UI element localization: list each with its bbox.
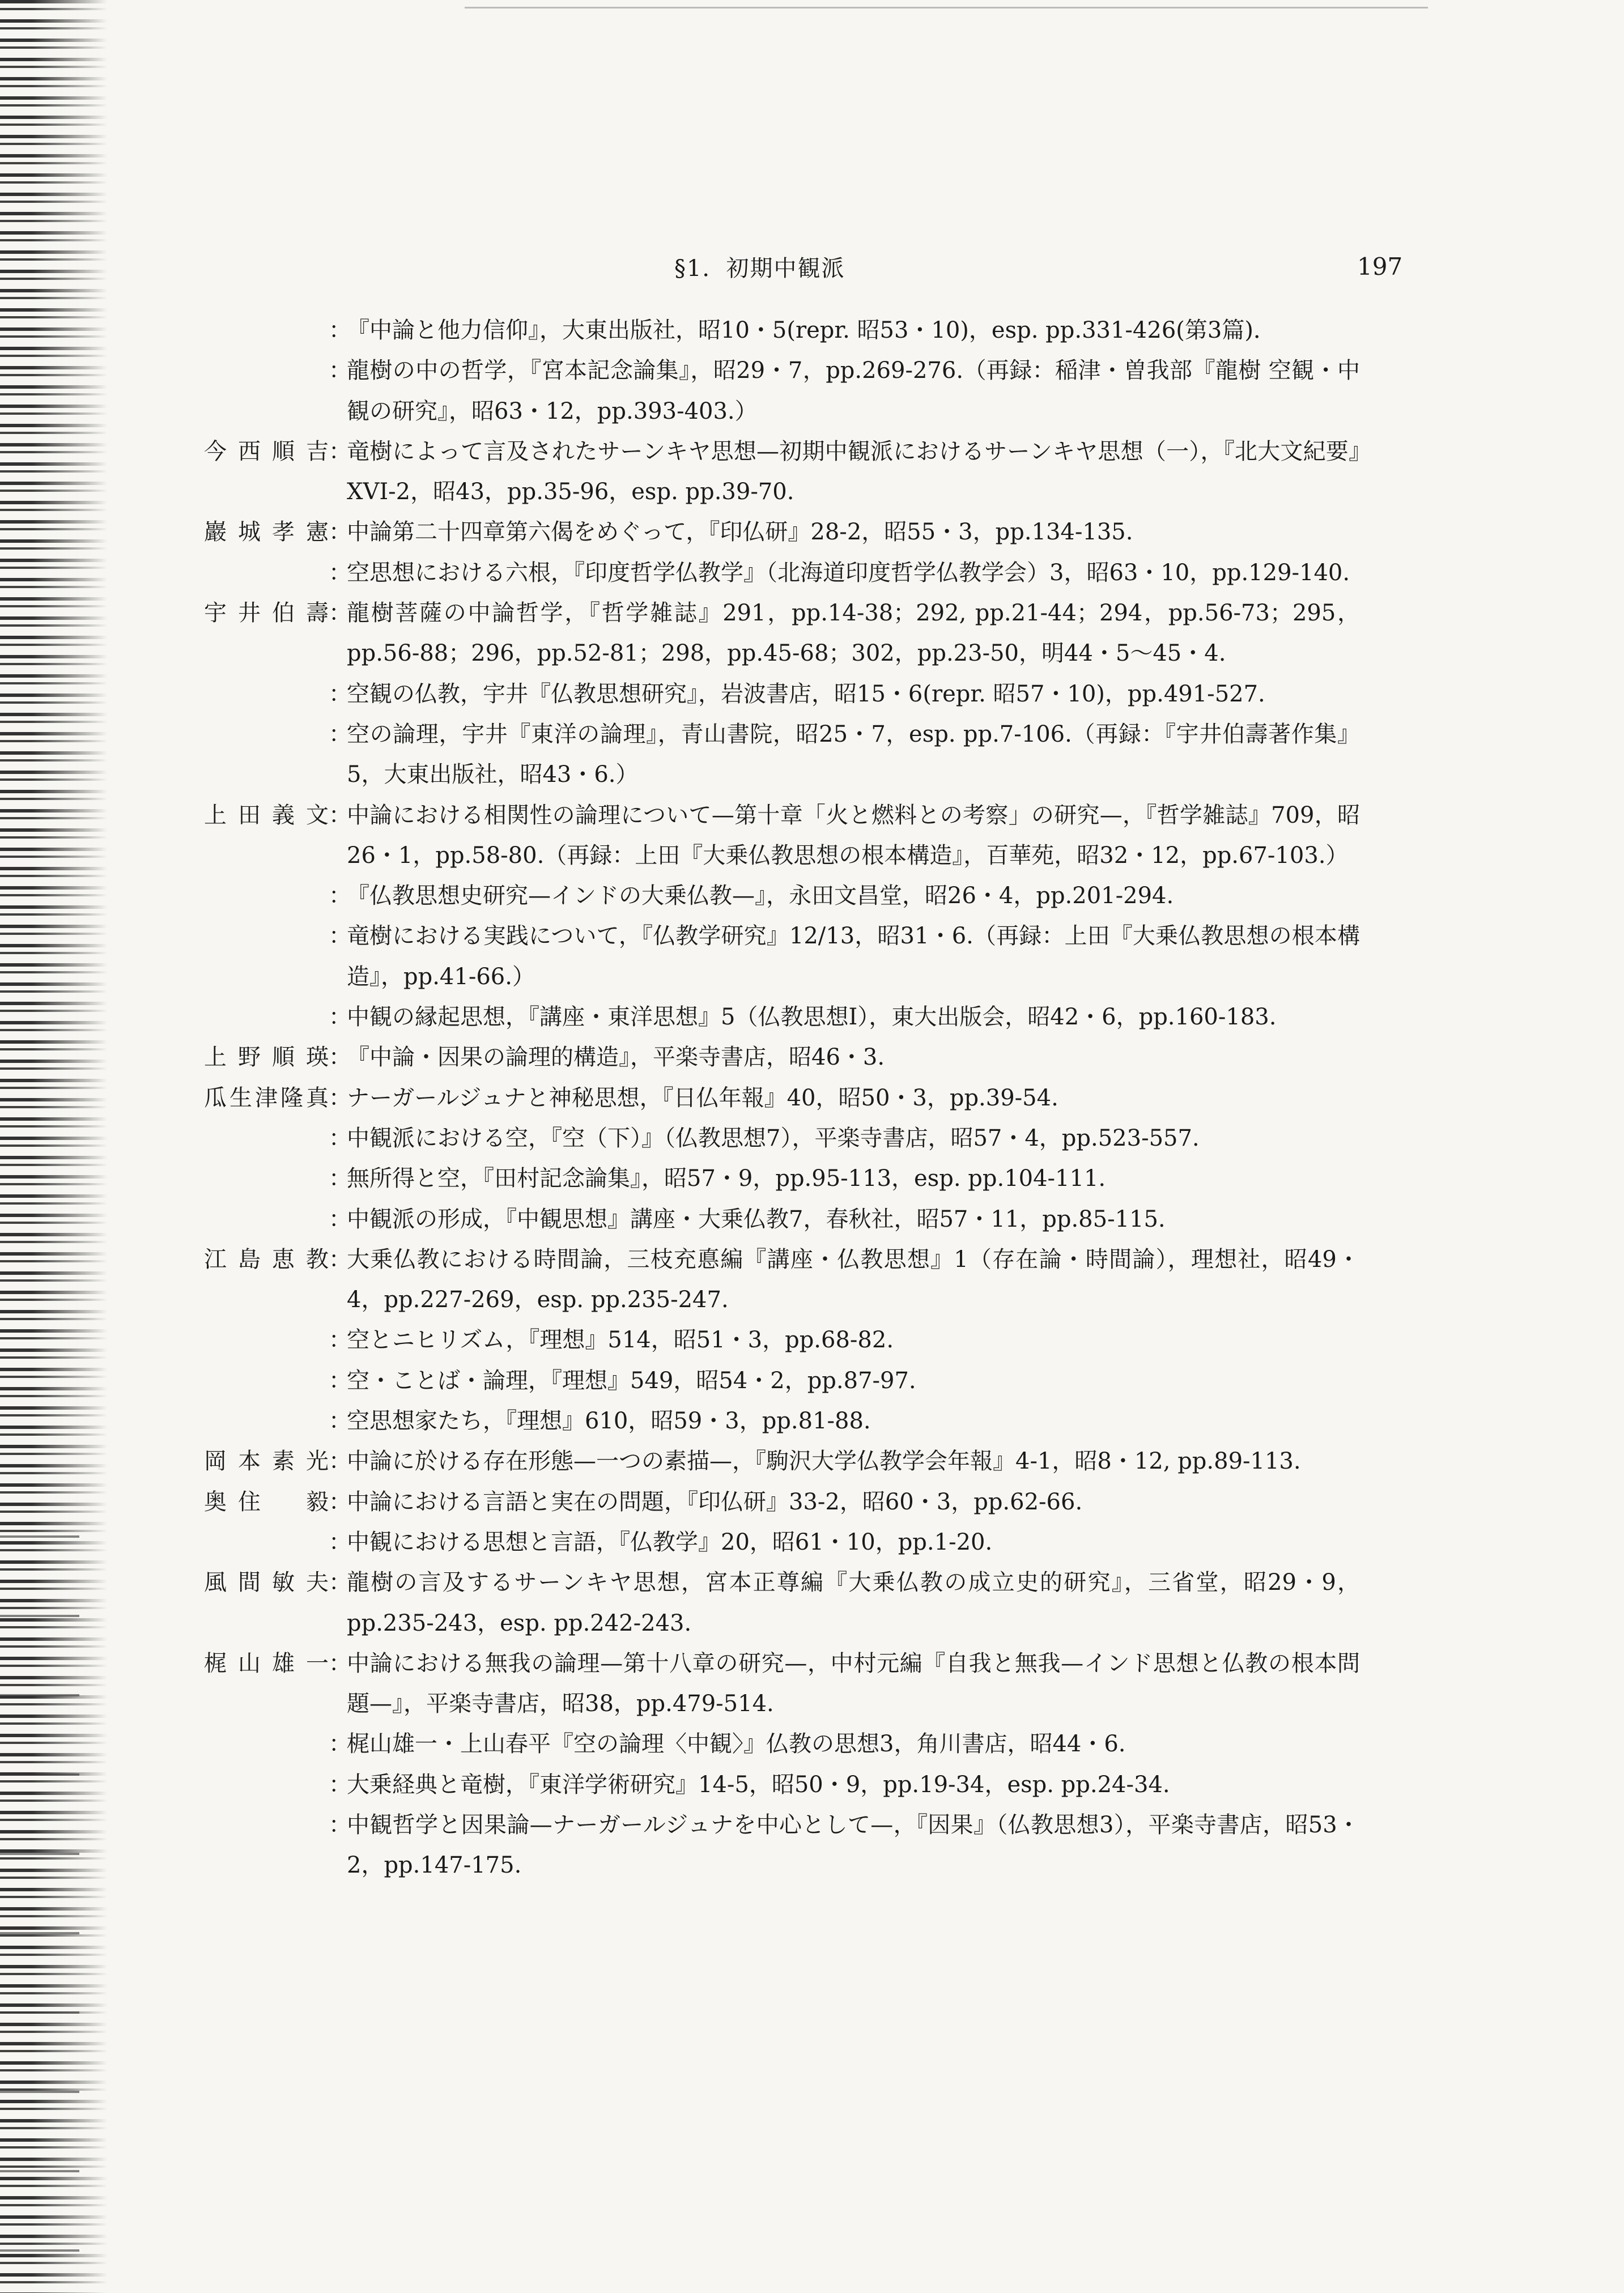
bibliography-entry bbox=[204, 1320, 1360, 1360]
entry-separator: ： bbox=[329, 721, 351, 747]
entry-separator: ： bbox=[329, 1569, 351, 1596]
entry-text: 中観派における空，『空（下）』（仏教思想7），平楽寺書店，昭57・4，pp.523-557. bbox=[347, 1125, 1200, 1151]
entry-text: 中観における思想と言語，『仏教学』20，昭61・10，pp.1-20. bbox=[347, 1529, 993, 1555]
entry-text: 中論第二十四章第六偈をめぐって，『印仏研』28-2，昭55・3，pp.134-135. bbox=[347, 519, 1133, 546]
bibliography-entry bbox=[204, 553, 1360, 593]
entry-text: 竜樹における実践について，『仏教学研究』12/13，昭31・6.（再録：上田『大乗仏教思想の根本構造』，pp.41-66.） bbox=[347, 923, 1360, 990]
entry-text: 中論における無我の論理—第十八章の研究—，中村元編『自我と無我—インド思想と仏教の根本問題—』，平楽寺書店，昭38，pp.479-514. bbox=[347, 1650, 1360, 1717]
bibliography-entry bbox=[204, 1037, 1360, 1078]
entry-separator: ： bbox=[329, 317, 351, 343]
bibliography-entry bbox=[204, 997, 1360, 1037]
entry-text: 大乗経典と竜樹，『東洋学術研究』14-5，昭50・9，pp.19-34，esp. pp.24-34. bbox=[347, 1771, 1170, 1798]
entry-text: 龍樹の言及するサーンキヤ思想，宮本正尊編『大乗仏教の成立史的研究』，三省堂，昭29・9，pp.235-243，esp. pp.242-243. bbox=[347, 1569, 1360, 1636]
bibliography-entry bbox=[204, 1159, 1360, 1199]
bibliography-entry bbox=[204, 1482, 1360, 1522]
entry-text: 無所得と空，『田村記念論集』，昭57・9，pp.95-113，esp. pp.104-111. bbox=[347, 1165, 1106, 1192]
entry-separator: ： bbox=[329, 883, 351, 909]
bibliography-entry bbox=[204, 593, 1360, 674]
entry-separator: ： bbox=[329, 519, 351, 546]
entry-separator: ： bbox=[329, 358, 351, 384]
entry-separator: ： bbox=[329, 438, 351, 465]
running-head: §1．初期中観派 bbox=[674, 256, 845, 282]
entry-separator: ： bbox=[329, 1771, 351, 1798]
entry-author: 江島恵教 bbox=[204, 1246, 329, 1273]
entry-separator: ： bbox=[329, 1165, 351, 1192]
entry-author: 宇井伯壽 bbox=[204, 600, 329, 627]
entry-text: 中論に於ける存在形態—一つの素描—，『駒沢大学仏教学会年報』4-1，昭8・12, pp.89-113. bbox=[347, 1448, 1301, 1475]
entry-text: 空の論理，宇井『東洋の論理』，青山書院，昭25・7，esp. pp.7-106.（再録：『宇井伯壽著作集』5，大東出版社，昭43・6.） bbox=[347, 721, 1360, 788]
entry-text: 龍樹の中の哲学，『宮本記念論集』，昭29・7，pp.269-276.（再録：稲津・曽我部『龍樹 空観・中観の研究』，昭63・12，pp.393-403.） bbox=[347, 358, 1360, 424]
bibliography-entry bbox=[204, 351, 1360, 432]
entry-author: 瓜生津隆真 bbox=[204, 1084, 329, 1111]
bibliography-entry bbox=[204, 795, 1360, 877]
bibliography-entry bbox=[204, 876, 1360, 916]
entry-text: 大乗仏教における時間論，三枝充悳編『講座・仏教思想』1（存在論・時間論），理想社，昭49・4，pp.227-269，esp. pp.235-247. bbox=[347, 1246, 1360, 1313]
bibliography-entry bbox=[204, 1240, 1360, 1321]
bibliography-entry bbox=[204, 1563, 1360, 1644]
entry-text: 空観の仏教，宇井『仏教思想研究』，岩波書店，昭15・6(repr. 昭57・10)，pp.491-527. bbox=[347, 680, 1265, 707]
bibliography-entry bbox=[204, 1644, 1360, 1725]
entry-separator: ： bbox=[329, 1327, 351, 1354]
bibliography-entry bbox=[204, 1805, 1360, 1886]
entry-separator: ： bbox=[329, 1084, 351, 1111]
entry-author: 岡本素光 bbox=[204, 1448, 329, 1475]
bibliography-entry bbox=[204, 714, 1360, 795]
entry-text: 空・ことば・論理，『理想』549，昭54・2，pp.87-97. bbox=[347, 1367, 916, 1394]
entry-author: 上田義文 bbox=[204, 802, 329, 828]
entry-text: 空思想における六根，『印度哲学仏教学』（北海道印度哲学仏教学会）3，昭63・10，pp.129-140. bbox=[347, 559, 1350, 586]
entry-text: 『仏教思想史研究—インドの大乗仏教—』，永田文昌堂，昭26・4，pp.201-294. bbox=[347, 883, 1174, 909]
entry-separator: ： bbox=[329, 1408, 351, 1435]
entry-separator: ： bbox=[329, 802, 351, 828]
entry-text: 中観哲学と因果論—ナーガールジュナを中心として—，『因果』（仏教思想3），平楽寺書店，昭53・2，pp.147-175. bbox=[347, 1811, 1360, 1879]
entry-text: 梶山雄一・上山春平『空の論理〈中観〉』仏教の思想3，角川書店，昭44・6. bbox=[347, 1731, 1126, 1758]
scan-top-rule bbox=[465, 7, 1428, 8]
entry-separator: ： bbox=[329, 1650, 351, 1677]
entry-text: 中論における言語と実在の問題，『印仏研』33-2，昭60・3，pp.62-66. bbox=[347, 1488, 1083, 1515]
entry-author: 奥住 毅 bbox=[204, 1488, 329, 1515]
entry-author: 上野順瑛 bbox=[204, 1044, 329, 1071]
entry-separator: ： bbox=[329, 923, 351, 950]
entry-text: 空とニヒリズム，『理想』514，昭51・3，pp.68-82. bbox=[347, 1327, 894, 1354]
entry-text: ナーガールジュナと神秘思想，『日仏年報』40，昭50・3，pp.39-54. bbox=[347, 1084, 1058, 1111]
bibliography-entry bbox=[204, 1522, 1360, 1563]
bibliography-entry bbox=[204, 1765, 1360, 1805]
bibliography-entry bbox=[204, 916, 1360, 997]
entry-text: 竜樹によって言及されたサーンキヤ思想—初期中観派におけるサーンキヤ思想（一），『北大文紀要』XVI-2，昭43，pp.35-96，esp. pp.39-70. bbox=[347, 438, 1360, 505]
entry-separator: ： bbox=[329, 1811, 351, 1838]
entry-separator: ： bbox=[329, 1448, 351, 1475]
bibliography-list bbox=[204, 310, 1360, 1886]
entry-separator: ： bbox=[329, 1044, 351, 1071]
entry-text: 中論における相関性の論理について—第十章「火と燃料との考察」の研究—，『哲学雑誌』709，昭26・1，pp.58-80.（再録：上田『大乗仏教思想の根本構造』，百華苑，昭32・12，pp.67-103.） bbox=[347, 802, 1360, 869]
entry-separator: ： bbox=[329, 1004, 351, 1031]
entry-separator: ： bbox=[329, 1125, 351, 1151]
bibliography-entry bbox=[204, 1199, 1360, 1240]
bibliography-entry bbox=[204, 1361, 1360, 1401]
bibliography-entry bbox=[204, 1078, 1360, 1118]
bibliography-entry bbox=[204, 432, 1360, 513]
page-number: 197 bbox=[1357, 253, 1403, 280]
entry-separator: ： bbox=[329, 559, 351, 586]
entry-separator: ： bbox=[329, 1246, 351, 1273]
bibliography-entry bbox=[204, 310, 1360, 351]
entry-text: 空思想家たち，『理想』610，昭59・3，pp.81-88. bbox=[347, 1408, 871, 1435]
entry-author: 風間敏夫 bbox=[204, 1569, 329, 1596]
entry-text: 龍樹菩薩の中論哲学，『哲学雑誌』291，pp.14-38；292, pp.21-44；294，pp.56-73；295，pp.56-88；296，pp.52-81；298，pp.45-68；302，pp.23-50，明44・5〜45・4. bbox=[347, 600, 1360, 667]
entry-author: 梶山雄一 bbox=[204, 1650, 329, 1677]
bibliography-entry bbox=[204, 674, 1360, 714]
entry-separator: ： bbox=[329, 680, 351, 707]
bibliography-entry bbox=[204, 1118, 1360, 1159]
scan-edge-marks bbox=[0, 1501, 79, 2293]
bibliography-entry bbox=[204, 1724, 1360, 1764]
entry-author: 今西順吉 bbox=[204, 438, 329, 465]
entry-text: 中観派の形成，『中観思想』講座・大乗仏教7，春秋社，昭57・11，pp.85-115. bbox=[347, 1206, 1166, 1232]
entry-text: 中観の縁起思想，『講座・東洋思想』5（仏教思想Ⅰ），東大出版会，昭42・6，pp.160-183. bbox=[347, 1004, 1277, 1031]
bibliography-entry bbox=[204, 512, 1360, 552]
entry-separator: ： bbox=[329, 1488, 351, 1515]
entry-text: 『中論・因果の論理的構造』，平楽寺書店，昭46・3. bbox=[347, 1044, 885, 1071]
bibliography-entry bbox=[204, 1401, 1360, 1441]
bibliography-entry bbox=[204, 1441, 1360, 1482]
entry-separator: ： bbox=[329, 600, 351, 627]
entry-separator: ： bbox=[329, 1206, 351, 1232]
entry-separator: ： bbox=[329, 1731, 351, 1758]
entry-separator: ： bbox=[329, 1529, 351, 1555]
entry-text: 『中論と他力信仰』，大東出版社，昭10・5(repr. 昭53・10)，esp. pp.331-426(第3篇)． bbox=[347, 317, 1276, 343]
entry-separator: ： bbox=[329, 1367, 351, 1394]
entry-author: 巖城孝憲 bbox=[204, 519, 329, 546]
